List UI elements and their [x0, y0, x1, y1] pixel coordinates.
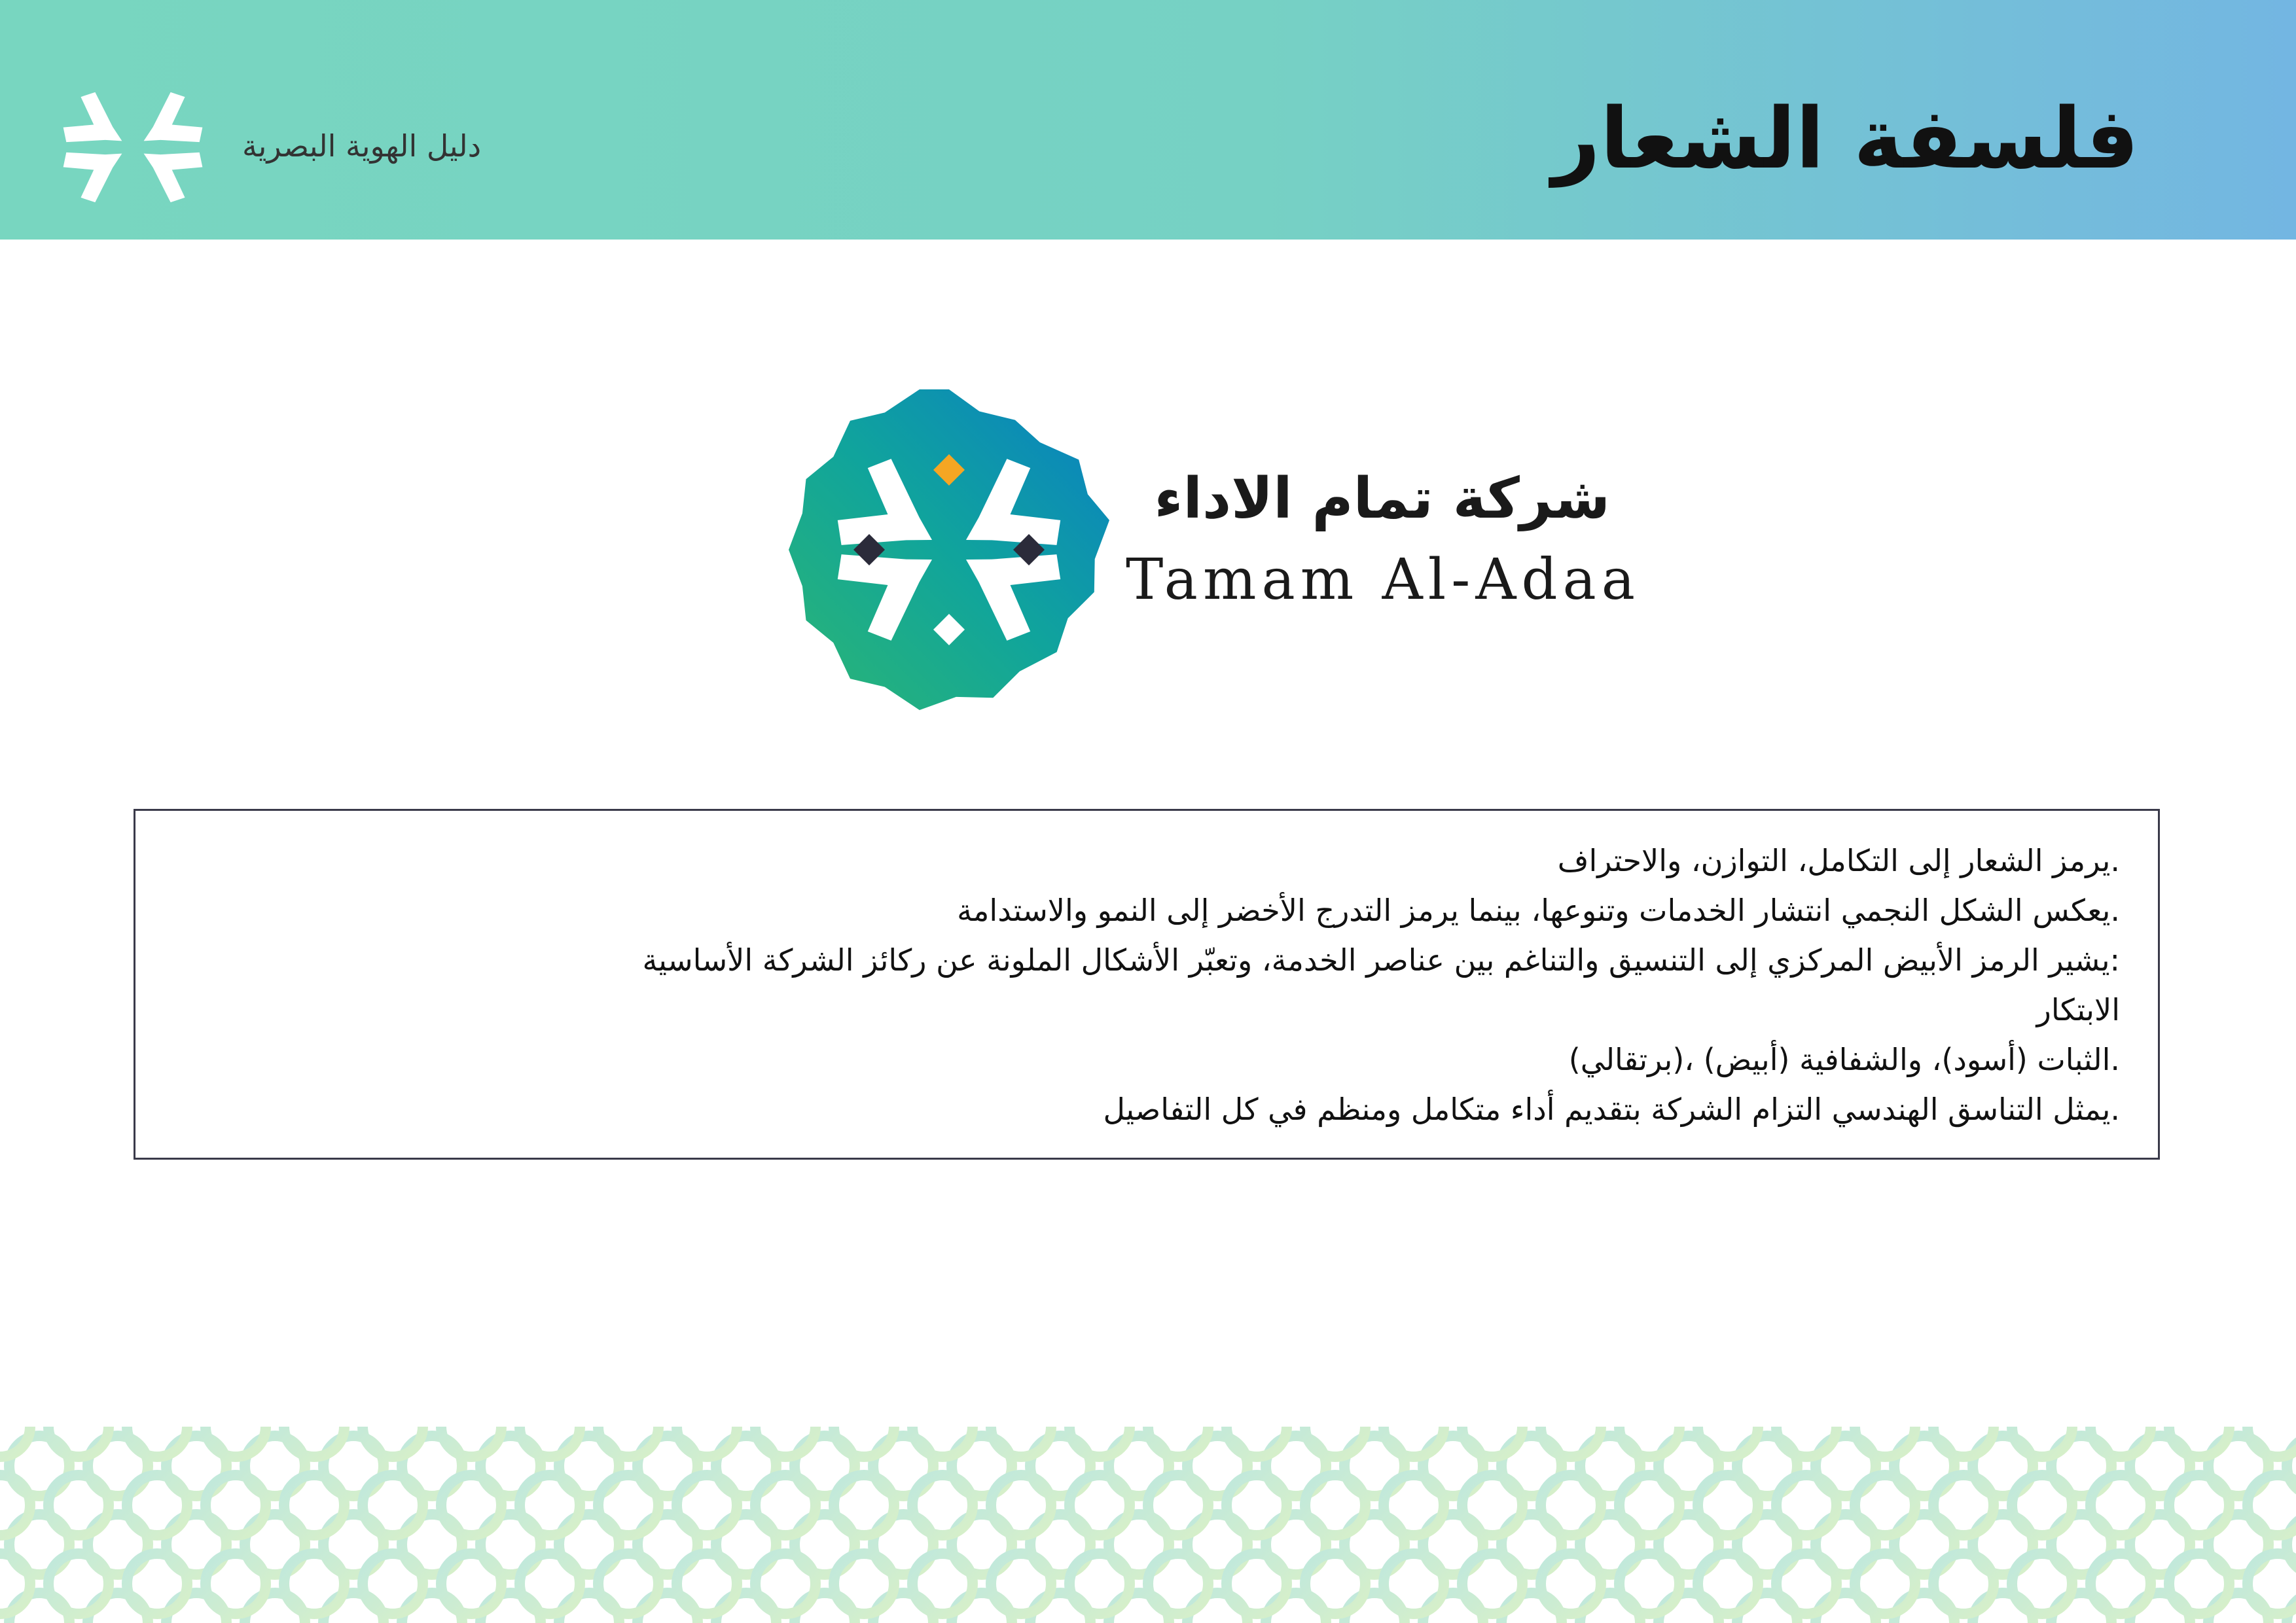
header-subtitle: دليل الهوية البصرية — [242, 128, 482, 164]
description-line: .يرمز الشعار إلى التكامل، التوازن، والاحتراف — [1557, 843, 2120, 878]
company-name-english: Tamam Al-Adaa — [1126, 547, 1641, 613]
description-line: .يمثل التناسق الهندسي التزام الشركة بتقديم أداء متكامل ومنظم في كل التفاصيل — [1103, 1092, 2120, 1127]
header-bar — [0, 0, 2296, 240]
description-line: :يشير الرمز الأبيض المركزي إلى التنسيق والتناغم بين عناصر الخدمة، وتعبّر الأشكال الملونة عن ركائز الشركة الأساسية — [642, 942, 2120, 978]
geometric-pattern-icon — [0, 1427, 2296, 1623]
star-emblem-icon — [785, 386, 1113, 713]
company-name-arabic: شركة تمام الاداء — [1154, 466, 1610, 531]
description-line: .الثبات (أسود)، والشفافية (أبيض) ،(برتقالي) — [1568, 1042, 2120, 1077]
page-title: فلسفة الشعار — [1552, 90, 2139, 188]
star-emblem-icon — [58, 72, 208, 223]
description-box — [134, 809, 2160, 1160]
description-line: .يعكس الشكل النجمي انتشار الخدمات وتنوعها، بينما يرمز التدرج الأخضر إلى النمو والاستدامة — [957, 893, 2120, 928]
description-line: الابتكار — [2036, 992, 2120, 1027]
description-text — [170, 836, 2120, 1134]
